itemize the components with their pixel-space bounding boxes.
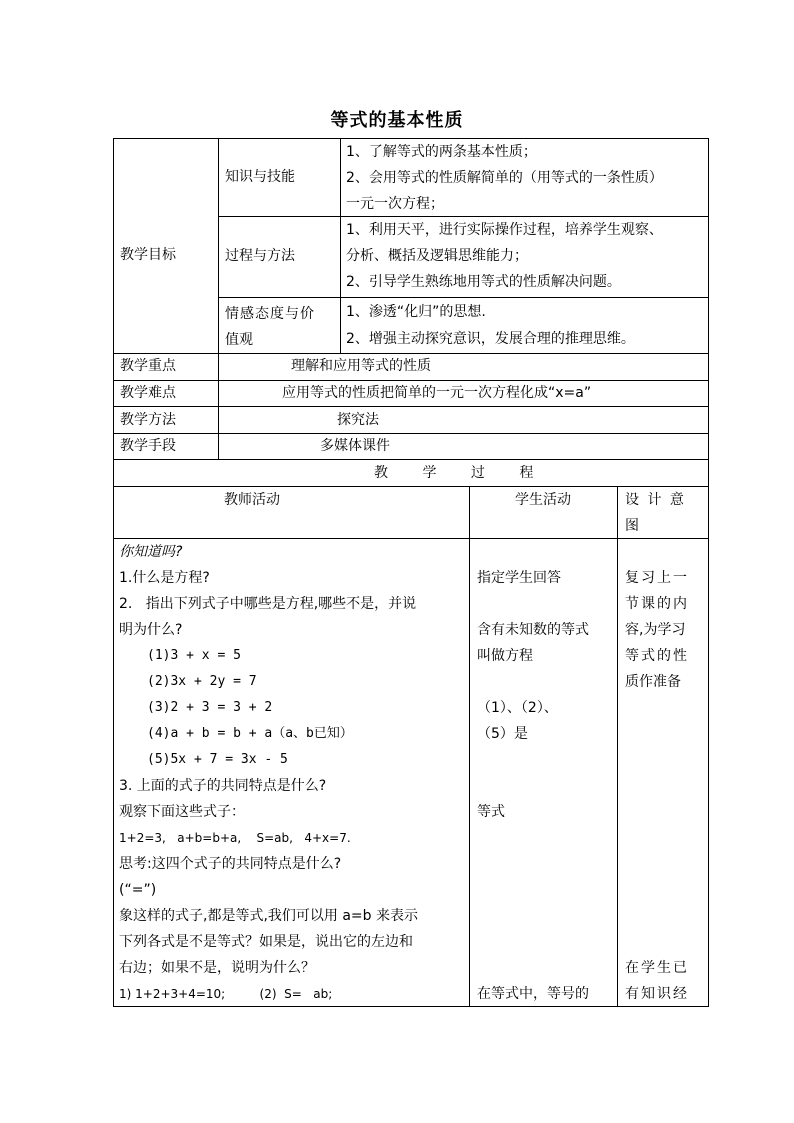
key-point-value: 理解和应用等式的性质	[291, 358, 431, 374]
difficulty-label: 教学难点	[120, 385, 176, 401]
process-line-3: 2、引导学生熟练地用等式的性质解决问题。	[346, 274, 621, 290]
teacher-line: 1) 1+2+3+4=10; (2) S= ab;	[119, 987, 333, 1001]
teacher-line: 象这样的式子,都是等式,我们可以用 a=b 来表示	[119, 908, 418, 924]
teacher-line: (1)3 + x = 5	[147, 648, 241, 663]
student-line: 叫做方程	[477, 648, 533, 664]
teacher-line: 思考:这四个式子的共同特点是什么?	[119, 856, 342, 872]
knowledge-line-3: 一元一次方程；	[346, 196, 444, 212]
design-intent-header-2: 图	[625, 518, 639, 534]
means-label: 教学手段	[120, 438, 176, 454]
difficulty-value: 应用等式的性质把简单的一元一次方程化成“x=a”	[282, 385, 592, 401]
method-label: 教学方法	[120, 412, 176, 428]
emotion-line-1: 1、渗透“化归”的思想.	[346, 304, 486, 320]
emotion-label-1: 情感态度与价	[225, 306, 315, 322]
teacher-line: (2)3x + 2y = 7	[147, 674, 257, 689]
teacher-line: 观察下面这些式子：	[119, 804, 245, 820]
student-line: （5）是	[477, 726, 528, 742]
process-line-1: 1、利用天平，进行实际操作过程，培养学生观察、	[346, 222, 663, 238]
process-heading: 教 学 过 程	[374, 465, 549, 481]
design-line: 等式的性	[625, 648, 689, 664]
key-point-label: 教学重点	[120, 358, 176, 374]
knowledge-label: 知识与技能	[225, 169, 295, 185]
process-line-2: 分析、概括及逻辑思维能力；	[346, 248, 528, 264]
teacher-line: 你知道吗?	[119, 544, 183, 560]
teacher-line: 1.什么是方程?	[119, 570, 210, 586]
student-activity-header: 学生活动	[515, 492, 571, 508]
student-line: 在等式中，等号的	[477, 986, 589, 1002]
student-line: 指定学生回答	[477, 570, 561, 586]
teacher-activity-header: 教师活动	[224, 492, 280, 508]
knowledge-line-1: 1、了解等式的两条基本性质；	[346, 144, 537, 160]
emotion-line-2: 2、增强主动探究意识，发展合理的推理思维。	[346, 331, 635, 347]
design-line: 在学生已	[625, 960, 689, 976]
method-value: 探究法	[337, 412, 379, 428]
teacher-line: 下列各式是不是等式？如果是，说出它的左边和	[119, 934, 413, 950]
design-line: 有知识经	[625, 986, 689, 1002]
design-line: 容,为学习	[625, 622, 686, 638]
student-line: （1）、（2）、	[477, 700, 558, 716]
process-label: 过程与方法	[225, 248, 295, 264]
teacher-line: (“=”)	[119, 882, 157, 898]
design-line: 节课的内	[625, 596, 689, 612]
teacher-line: 右边；如果不是，说明为什么？	[119, 960, 315, 976]
design-line: 复习上一	[625, 570, 689, 586]
design-line: 质作准备	[625, 674, 681, 690]
teacher-line: 明为什么?	[119, 622, 183, 638]
objectives-header: 教学目标	[120, 247, 176, 263]
teacher-line: 3. 上面的式子的共同特点是什么?	[119, 778, 327, 794]
design-intent-header-1: 设 计 意	[625, 492, 686, 508]
emotion-label-2: 值观	[225, 332, 253, 348]
student-line: 含有未知数的等式	[477, 622, 589, 638]
knowledge-line-2: 2、会用等式的性质解简单的（用等式的一条性质）	[346, 170, 663, 186]
page-title: 等式的基本性质	[330, 110, 464, 131]
student-line: 等式	[477, 804, 505, 820]
teacher-line: 2. 指出下列式子中哪些是方程,哪些不是，并说	[119, 596, 417, 612]
teacher-line: (4)a + b = b + a（a、b已知）	[147, 726, 353, 741]
teacher-line: 1+2=3, a+b=b+a, S=ab, 4+x=7.	[119, 831, 351, 845]
teacher-line: (3)2 + 3 = 3 + 2	[147, 700, 273, 715]
teacher-line: (5)5x + 7 = 3x - 5	[147, 752, 288, 767]
means-value: 多媒体课件	[320, 438, 390, 454]
